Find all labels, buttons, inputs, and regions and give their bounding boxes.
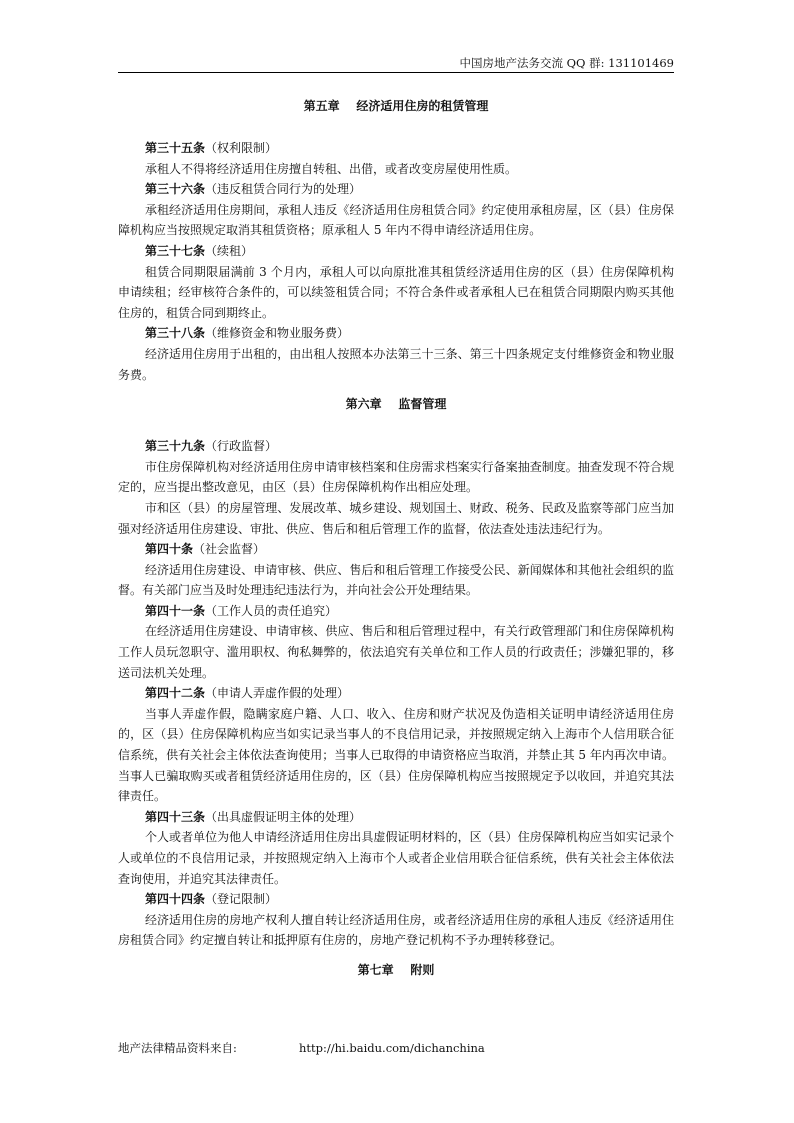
footer-url-link[interactable]: http://hi.baidu.com/dichanchina — [299, 1041, 485, 1055]
article-topic: （权利限制） — [205, 141, 278, 155]
article-paragraph: 承租人不得将经济适用住房擅自转租、出借，或者改变房屋使用性质。 — [145, 161, 518, 176]
article-topic: （申请人弄虚作假的处理） — [205, 686, 350, 701]
article-heading — [118, 539, 674, 560]
article-paragraph: 经济适用住房建设、申请审核、供应、售后和租后管理工作接受公民、新闻媒体和其他社会组织的监督。有关部门应当及时处理违纪违法行为，并向社会公开处理结果。 — [118, 562, 674, 598]
article-topic: （违反租赁合同行为的处理） — [205, 182, 362, 197]
article-topic: （出具虚假证明主体的处理） — [205, 809, 362, 824]
article-heading — [118, 138, 674, 159]
document-body — [118, 96, 674, 980]
article-paragraph: 市住房保障机构对经济适用住房申请审核档案和住房需求档案实行备案抽查制度。抽查发现不符合规定的，应当提出整改意见，由区（县）住房保障机构作出相应处理。 — [118, 459, 674, 495]
article-paragraph: 经济适用住房的房地产权利人擅自转让经济适用住房，或者经济适用住房的承租人违反《经济适用住房租赁合同》约定擅自转让和抵押原有住房的，房地产登记机构不予办理转移登记。 — [118, 912, 674, 948]
article-heading — [118, 683, 674, 704]
article-topic: （行政监督） — [205, 439, 278, 454]
article-number: 第四十二条 — [145, 686, 206, 701]
page-footer — [118, 1040, 674, 1056]
article-number: 第三十五条 — [145, 141, 206, 155]
article-number: 第四十条 — [145, 542, 194, 557]
article-heading — [118, 179, 674, 200]
article-topic: （登记限制） — [205, 892, 278, 907]
article-paragraph: 个人或者单位为他人申请经济适用住房出具虚假证明材料的，区（县）住房保障机构应当如实记录个人或单位的不良信用记录，并按照规定纳入上海市个人或者企业信用联合征信系统，供有关社会主体依法查询使用，并追究其法律责任。 — [118, 830, 674, 886]
article-paragraph: 经济适用住房用于出租的，由出租人按照本办法第三十三条、第三十四条规定支付维修资金和物业服务费。 — [118, 346, 674, 382]
article-heading — [118, 601, 674, 622]
article-topic: （工作人员的责任追究） — [205, 603, 338, 618]
article-number: 第四十三条 — [145, 809, 206, 824]
header-text: 中国房地产法务交流 QQ 群: 131101469 — [459, 56, 674, 70]
chapter-title: 第五章 经济适用住房的租赁管理 — [303, 99, 489, 113]
article-topic: （维修资金和物业服务费） — [205, 326, 350, 341]
article-paragraph: 租赁合同期限届满前 3 个月内，承租人可以向原批准其租赁经济适用住房的区（县）住房保障机构申请续租；经审核符合条件的，可以续签租赁合同；不符合条件或者承租人已在租赁合同期限内购买其他住房的，租赁合同到期终止。 — [118, 264, 674, 320]
article-paragraph: 当事人弄虚作假，隐瞒家庭户籍、人口、收入、住房和财产状况及伪造相关证明申请经济适用住房的，区（县）住房保障机构应当如实记录当事人的不良信用记录，并按照规定纳入上海市个人信用联合征信系统，供有关社会主体依法查询使用；当事人已取得的申请资格应当取消，并禁止其 5 年内再次申请。当事人已骗取购买或者租赁经济适用住房的，区（县）住房保障机构应当按照规定予以收回，并追究其法律责任。 — [118, 706, 674, 804]
article-number: 第三十九条 — [145, 439, 206, 454]
article-paragraph: 市和区（县）的房屋管理、发展改革、城乡建设、规划国土、财政、税务、民政及监察等部门应当加强对经济适用住房建设、审批、供应、售后和租后管理工作的监督，依法查处违法违纪行为。 — [118, 500, 674, 536]
article-heading — [118, 241, 674, 262]
article-topic: （续租） — [205, 243, 254, 258]
footer-label: 地产法律精品资料来自: — [118, 1041, 237, 1055]
article-number: 第三十八条 — [145, 326, 206, 341]
article-number: 第四十一条 — [145, 603, 206, 618]
chapter-title: 第六章 监督管理 — [345, 397, 447, 412]
article-paragraph: 承租经济适用住房期间，承租人违反《经济适用住房租赁合同》约定使用承租房屋，区（县）住房保障机构应当按照规定取消其租赁资格；原承租人 5 年内不得申请经济适用住房。 — [118, 202, 674, 238]
page-header — [118, 56, 674, 73]
article-number: 第三十七条 — [145, 243, 206, 258]
article-paragraph: 在经济适用住房建设、申请审核、供应、售后和租后管理过程中，有关行政管理部门和住房保障机构工作人员玩忽职守、滥用职权、徇私舞弊的，依法追究有关单位和工作人员的行政责任；涉嫌犯罪的，移送司法机关处理。 — [118, 624, 674, 680]
article-heading — [118, 889, 674, 910]
article-topic: （社会监督） — [193, 542, 266, 557]
article-number: 第三十六条 — [145, 182, 206, 197]
article-heading — [118, 436, 674, 457]
article-number: 第四十四条 — [145, 892, 206, 907]
chapter-title: 第七章 附则 — [357, 962, 435, 977]
article-heading — [118, 807, 674, 828]
article-heading — [118, 323, 674, 344]
